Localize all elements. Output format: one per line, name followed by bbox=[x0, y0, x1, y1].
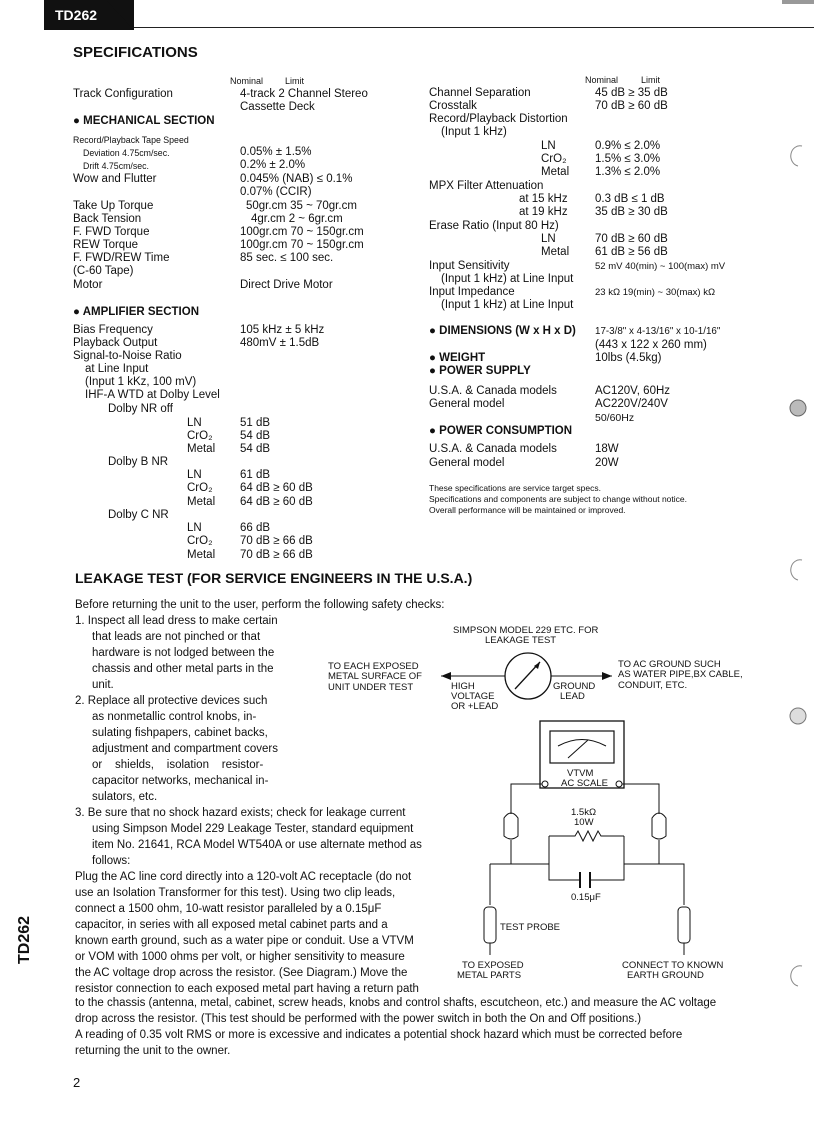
tape-type: Metal bbox=[541, 246, 570, 258]
tape-type: LN bbox=[187, 469, 202, 481]
arrow-left-icon bbox=[441, 672, 451, 680]
spec-label: Take Up Torque bbox=[73, 200, 154, 212]
leakage-text: Plug the AC line cord directly into a 120-volt AC receptacle (do not bbox=[75, 871, 412, 883]
leakage-text: 3. Be sure that no shock hazard exists; check for leakage current bbox=[75, 807, 406, 819]
spec-label: Deviation 4.75cm/sec. bbox=[83, 148, 170, 158]
page-number: 2 bbox=[73, 1075, 81, 1090]
spec-label: at Line Input bbox=[85, 363, 149, 375]
tape-type: CrO₂ bbox=[187, 482, 213, 494]
section-heading: ● POWER SUPPLY bbox=[429, 365, 531, 377]
binder-hole-icon bbox=[790, 708, 806, 724]
leakage-text: returning the unit to the owner. bbox=[75, 1045, 231, 1057]
spec-value: 0.07% (CCIR) bbox=[240, 186, 312, 198]
spec-label: F. FWD Torque bbox=[73, 226, 150, 238]
diagram-label: TEST PROBE bbox=[500, 922, 561, 933]
spec-note: These specifications are service target specs. bbox=[429, 483, 601, 493]
leakage-text: to the chassis (antenna, metal, cabinet, screw heads, knobs and control shafts, escutcheon, etc.) and measure the AC voltage bbox=[75, 997, 717, 1009]
leakage-text: capacitor, in series with all exposed metal cabinet parts and a bbox=[75, 919, 388, 931]
diagram-label: VTVM bbox=[567, 768, 594, 779]
leakage-text: that leads are not pinched or that bbox=[92, 631, 261, 643]
arrow-right-icon bbox=[602, 672, 612, 680]
spec-label: Back Tension bbox=[73, 213, 142, 225]
spec-value: 1.5% ≤ 3.0% bbox=[595, 153, 661, 165]
spec-value: 105 kHz ± 5 kHz bbox=[240, 324, 325, 336]
spec-label: at 15 kHz bbox=[519, 193, 568, 205]
spec-label: Record/Playback Distortion bbox=[429, 113, 568, 125]
spec-label: Playback Output bbox=[73, 337, 158, 349]
clip-icon bbox=[504, 813, 518, 839]
spec-label: General model bbox=[429, 398, 505, 410]
spec-value: 64 dB ≥ 60 dB bbox=[240, 482, 313, 494]
spec-value: 52 mV 40(min) ~ 100(max) mV bbox=[595, 261, 726, 272]
tape-type: Metal bbox=[187, 496, 216, 508]
leakage-text: chassis and other metal parts in the bbox=[92, 663, 274, 675]
leakage-text: resistor connection to each exposed metal part having a return path bbox=[75, 983, 419, 995]
spec-label: REW Torque bbox=[73, 239, 138, 251]
spec-value: 64 dB ≥ 60 dB bbox=[240, 496, 313, 508]
leakage-title: LEAKAGE TEST (FOR SERVICE ENGINEERS IN THE U.S.A.) bbox=[75, 570, 473, 586]
spec-value: 10lbs (4.5kg) bbox=[595, 352, 662, 364]
spec-label: MPX Filter Attenuation bbox=[429, 180, 544, 192]
model-tab bbox=[44, 0, 134, 30]
spec-label: Channel Separation bbox=[429, 87, 531, 99]
ground-probe-icon bbox=[678, 907, 690, 943]
diagram-label: TO EXPOSED bbox=[462, 960, 524, 971]
spec-label: Motor bbox=[73, 279, 103, 291]
spec-value: 70 dB ≥ 60 dB bbox=[595, 100, 668, 112]
spec-value: 20W bbox=[595, 457, 619, 469]
leakage-test-diagram bbox=[320, 618, 760, 988]
spec-value: 61 dB bbox=[240, 469, 271, 481]
clip-icon bbox=[652, 813, 666, 839]
section-heading: ● AMPLIFIER SECTION bbox=[73, 306, 199, 318]
spec-value: 50gr.cm 35 ~ 70gr.cm bbox=[246, 200, 357, 212]
vtvm-display bbox=[550, 731, 614, 763]
spec-value: 0.05% ± 1.5% bbox=[240, 146, 312, 158]
spec-value: 70 dB ≥ 60 dB bbox=[595, 233, 668, 245]
diagram-label: AS WATER PIPE,BX CABLE, bbox=[618, 669, 743, 680]
nominal-header-left: Nominal bbox=[230, 76, 264, 86]
tape-type: Metal bbox=[187, 549, 216, 561]
spec-value: AC220V/240V bbox=[595, 398, 668, 410]
spec-label: Signal-to-Noise Ratio bbox=[73, 350, 182, 362]
spec-value: 45 dB ≥ 35 dB bbox=[595, 87, 668, 99]
spec-label: (Input 1 kHz) at Line Input bbox=[441, 273, 574, 285]
wire bbox=[511, 784, 542, 814]
diagram-label: 0.15μF bbox=[571, 892, 601, 903]
spec-value: 66 dB bbox=[240, 522, 271, 534]
leakage-text: sulators, etc. bbox=[92, 791, 158, 803]
spec-value: 54 dB bbox=[240, 430, 271, 442]
tape-type: Metal bbox=[541, 166, 570, 178]
leakage-text: 2. Replace all protective devices such bbox=[75, 695, 268, 707]
spec-label: Dolby B NR bbox=[108, 456, 169, 468]
binder-hole-icon bbox=[791, 966, 802, 986]
leakage-text: capacitor networks, mechanical in- bbox=[92, 775, 269, 787]
spec-label: Input Impedance bbox=[429, 286, 515, 298]
spec-label: Crosstalk bbox=[429, 100, 477, 112]
spec-value: 61 dB ≥ 56 dB bbox=[595, 246, 668, 258]
leakage-text: hardware is not lodged between the bbox=[92, 647, 275, 659]
leakage-text: item No. 21641, RCA Model WT540A or use alternate method as bbox=[92, 839, 422, 851]
spec-value: 70 dB ≥ 66 dB bbox=[240, 549, 313, 561]
diagram-label: UNIT UNDER TEST bbox=[328, 682, 414, 693]
spec-label: (Input 1 kHz) at Line Input bbox=[441, 299, 574, 311]
spec-value: (443 x 122 x 260 mm) bbox=[595, 339, 707, 351]
test-probe-icon bbox=[484, 907, 496, 943]
spec-value: 85 sec. ≤ 100 sec. bbox=[240, 252, 334, 264]
leakage-text: A reading of 0.35 volt RMS or more is excessive and indicates a potential shock hazard which must be corrected before bbox=[75, 1029, 683, 1041]
wire bbox=[659, 864, 684, 905]
leakage-text: or VOM with 1000 ohms per volt, or higher sensitivity to measure bbox=[75, 951, 405, 963]
resistor-icon bbox=[549, 831, 624, 841]
leakage-text: unit. bbox=[92, 679, 114, 691]
tape-type: CrO₂ bbox=[187, 535, 213, 547]
leakage-text: connect a 1500 ohm, 10-watt resistor paralleled by a 0.15μF bbox=[75, 903, 382, 915]
section-heading: ● MECHANICAL SECTION bbox=[73, 115, 215, 127]
tape-type: Metal bbox=[187, 443, 216, 455]
terminal-icon bbox=[542, 781, 548, 787]
spec-label: Drift 4.75cm/sec. bbox=[83, 161, 149, 171]
diagram-label: AC SCALE bbox=[561, 778, 608, 789]
tape-type: LN bbox=[541, 140, 556, 152]
spec-value: 51 dB bbox=[240, 417, 271, 429]
diagram-label: TO AC GROUND SUCH bbox=[618, 659, 721, 670]
spec-value: 35 dB ≥ 30 dB bbox=[595, 206, 668, 218]
tape-type: LN bbox=[541, 233, 556, 245]
tape-type: LN bbox=[187, 522, 202, 534]
spec-value: 4-track 2 Channel Stereo bbox=[240, 88, 368, 100]
diagram-label: 10W bbox=[574, 817, 594, 828]
spec-label: Dolby C NR bbox=[108, 509, 169, 521]
spec-value: 1.3% ≤ 2.0% bbox=[595, 166, 661, 178]
spec-value: 0.2% ± 2.0% bbox=[240, 159, 306, 171]
diagram-label: EARTH GROUND bbox=[627, 970, 704, 981]
binder-hole-icon bbox=[791, 146, 802, 166]
spec-label: Wow and Flutter bbox=[73, 173, 157, 185]
page-title: SPECIFICATIONS bbox=[73, 44, 198, 61]
diagram-label: SIMPSON MODEL 229 ETC. FOR bbox=[453, 625, 599, 636]
leakage-text: the AC voltage drop across the resistor. (See Diagram.) Move the bbox=[75, 967, 408, 979]
spec-label: (C-60 Tape) bbox=[73, 265, 134, 277]
binder-holes bbox=[784, 140, 810, 1000]
side-model-label: TD262 bbox=[16, 915, 33, 964]
spec-label: Erase Ratio (Input 80 Hz) bbox=[429, 220, 559, 232]
spec-value: 100gr.cm 70 ~ 150gr.cm bbox=[240, 226, 364, 238]
binder-hole-icon bbox=[790, 400, 806, 416]
leakage-text: adjustment and compartment covers bbox=[92, 743, 279, 755]
tape-type: LN bbox=[187, 417, 202, 429]
spec-label: F. FWD/REW Time bbox=[73, 252, 170, 264]
leakage-text: or shields, isolation resistor- bbox=[92, 759, 264, 771]
diagram-label: OR +LEAD bbox=[451, 701, 499, 712]
leakage-text: sulating fishpapers, cabinet backs, bbox=[92, 727, 268, 739]
diagram-label: CONNECT TO KNOWN bbox=[622, 960, 724, 971]
diagram-label: TO EACH EXPOSED bbox=[328, 661, 419, 672]
spec-value: 0.045% (NAB) ≤ 0.1% bbox=[240, 173, 353, 185]
spec-label: Dolby NR off bbox=[108, 403, 173, 415]
diagram-label: GROUND bbox=[553, 681, 596, 692]
spec-label: (Input 1 kKz, 100 mV) bbox=[85, 376, 197, 388]
spec-value: 23 kΩ 19(min) ~ 30(max) kΩ bbox=[595, 287, 716, 298]
leakage-text: 1. Inspect all lead dress to make certain bbox=[75, 615, 278, 627]
spec-label: Bias Frequency bbox=[73, 324, 153, 336]
top-corner-mark bbox=[782, 0, 814, 4]
wire bbox=[549, 836, 624, 880]
model-label: TD262 bbox=[55, 7, 98, 23]
binder-hole-icon bbox=[791, 560, 802, 580]
spec-value: 100gr.cm 70 ~ 150gr.cm bbox=[240, 239, 364, 251]
leakage-text: use an Isolation Transformer for this test). Using two clip leads, bbox=[75, 887, 396, 899]
leakage-text: as nonmetallic control knobs, in- bbox=[92, 711, 257, 723]
tape-type: CrO₂ bbox=[541, 153, 567, 165]
spec-note: Overall performance will be maintained or improved. bbox=[429, 505, 626, 515]
section-heading: ● POWER CONSUMPTION bbox=[429, 425, 573, 437]
tape-type: CrO₂ bbox=[187, 430, 213, 442]
spec-label: U.S.A. & Canada models bbox=[429, 385, 557, 397]
vtvm-needle-icon bbox=[568, 740, 588, 758]
spec-value: 480mV ± 1.5dB bbox=[240, 337, 320, 349]
diagram-label: HIGH bbox=[451, 681, 475, 692]
leakage-text: drop across the resistor. (This test should be performed with the power switch in both the On and Off positions.) bbox=[75, 1013, 642, 1025]
nominal-header-right: Nominal bbox=[585, 75, 619, 85]
spec-value: 4gr.cm 2 ~ 6gr.cm bbox=[251, 213, 343, 225]
leakage-text: follows: bbox=[92, 855, 131, 867]
spec-value: AC120V, 60Hz bbox=[595, 385, 671, 397]
top-rule bbox=[134, 27, 814, 28]
spec-value: 0.3 dB ≤ 1 dB bbox=[595, 193, 665, 205]
leakage-intro: Before returning the unit to the user, perform the following safety checks: bbox=[75, 599, 445, 611]
spec-label: Record/Playback Tape Speed bbox=[73, 135, 189, 145]
spec-value: Direct Drive Motor bbox=[240, 279, 333, 291]
diagram-label: LEAD bbox=[560, 691, 585, 702]
terminal-icon bbox=[616, 781, 622, 787]
spec-value: 18W bbox=[595, 443, 619, 455]
diagram-label: CONDUIT, ETC. bbox=[618, 680, 688, 691]
diagram-label: METAL PARTS bbox=[457, 970, 522, 981]
spec-value: 17-3/8" x 4-13/16" x 10-1/16" bbox=[595, 326, 721, 337]
diagram-label: VOLTAGE bbox=[451, 691, 495, 702]
spec-label: General model bbox=[429, 457, 505, 469]
spec-value: 0.9% ≤ 2.0% bbox=[595, 140, 661, 152]
leakage-text: using Simpson Model 229 Leakage Tester, standard equipment bbox=[92, 823, 414, 835]
limit-header-left: Limit bbox=[285, 76, 305, 86]
diagram-label: 1.5kΩ bbox=[571, 807, 597, 818]
spec-note: Specifications and components are subject to change without notice. bbox=[429, 494, 687, 504]
spec-value: Cassette Deck bbox=[240, 101, 315, 113]
spec-label: (Input 1 kHz) bbox=[441, 126, 507, 138]
diagram-label: METAL SURFACE OF bbox=[328, 671, 422, 682]
section-heading: ● WEIGHT bbox=[429, 352, 486, 364]
spec-value: 70 dB ≥ 66 dB bbox=[240, 535, 313, 547]
spec-label: Input Sensitivity bbox=[429, 260, 510, 272]
spec-label: U.S.A. & Canada models bbox=[429, 443, 557, 455]
leakage-text: known earth ground, such as a water pipe or conduit. Use a VTVM bbox=[75, 935, 414, 947]
spec-label: Track Configuration bbox=[73, 88, 173, 100]
wire bbox=[622, 784, 659, 814]
spec-label: at 19 kHz bbox=[519, 206, 568, 218]
limit-header-right: Limit bbox=[641, 75, 661, 85]
section-heading: ● DIMENSIONS (W x H x D) bbox=[429, 325, 576, 337]
spec-value: 54 dB bbox=[240, 443, 271, 455]
meter-dial-icon bbox=[505, 653, 551, 699]
spec-label: IHF-A WTD at Dolby Level bbox=[85, 389, 220, 401]
diagram-label: LEAKAGE TEST bbox=[485, 635, 557, 646]
spec-value: 50/60Hz bbox=[595, 412, 635, 424]
